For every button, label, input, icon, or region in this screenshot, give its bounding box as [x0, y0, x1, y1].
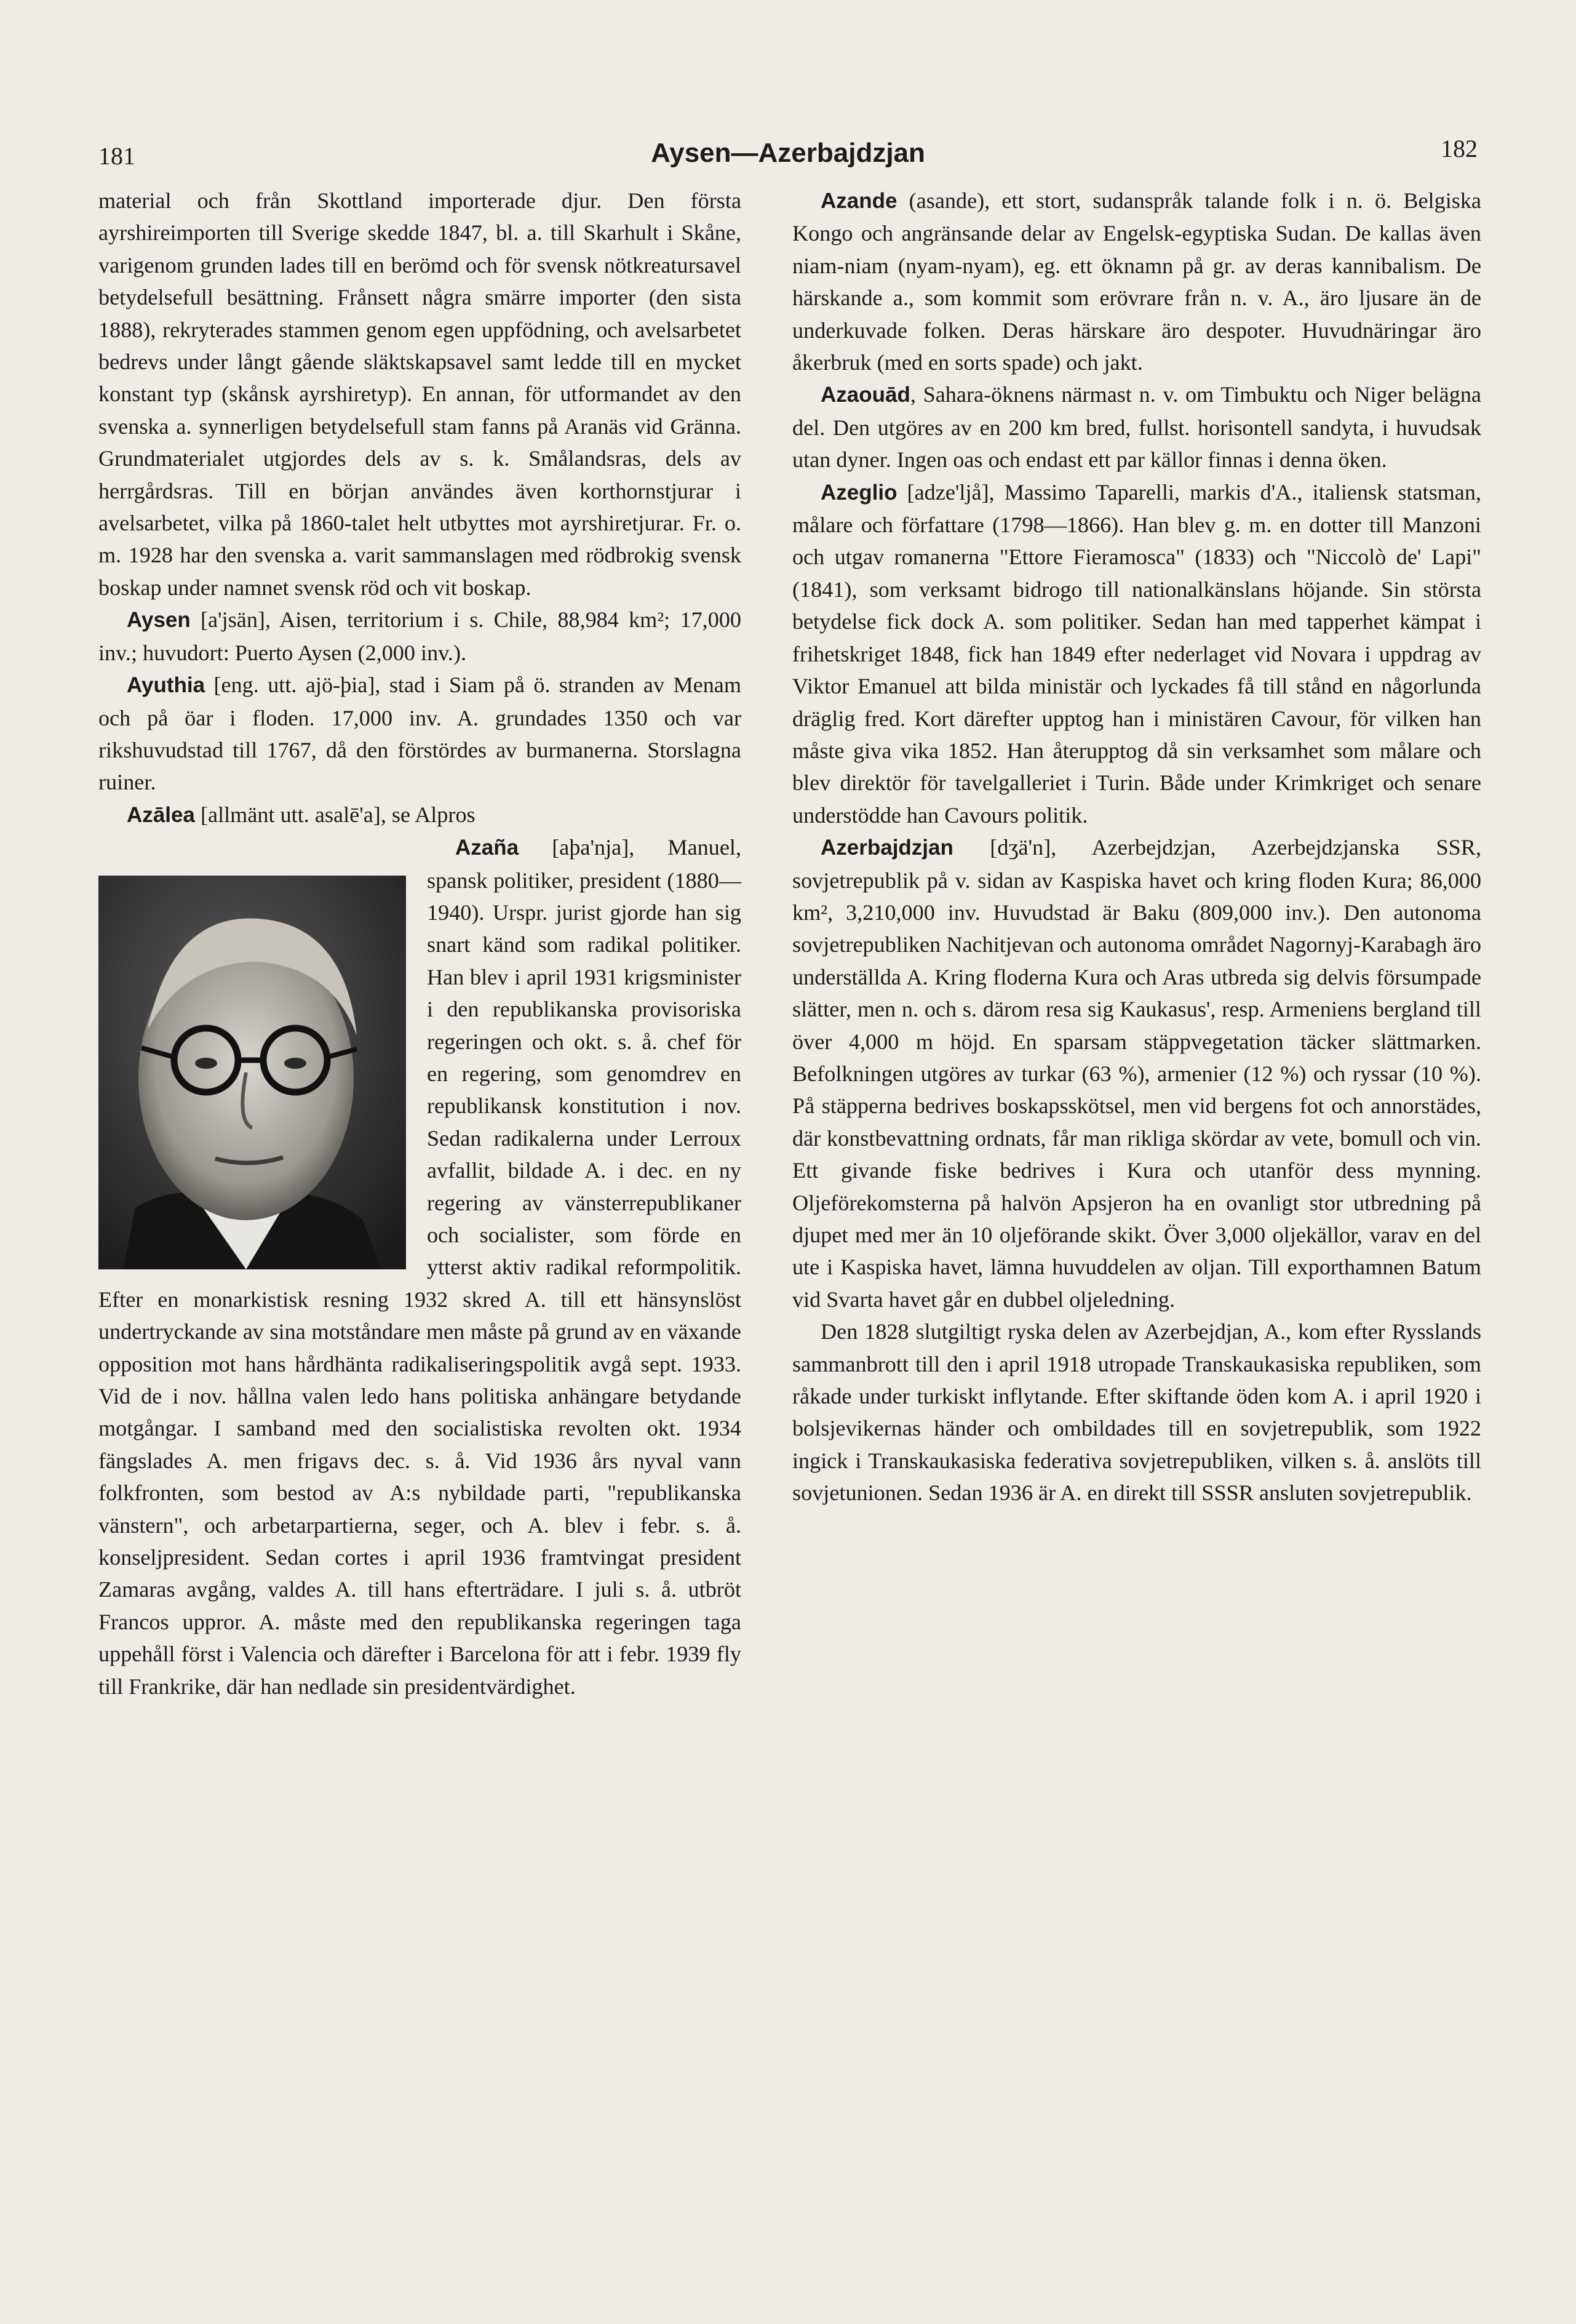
- page-header: [98, 129, 1478, 178]
- entry-azeglio: [792, 476, 1481, 831]
- entry-term: Ayuthia: [127, 673, 205, 698]
- entry-ayrshire-continued: [98, 185, 741, 604]
- entry-term: Azande: [821, 189, 897, 213]
- portrait-image: [98, 876, 406, 1269]
- running-title: Aysen—Azerbajdzjan: [651, 138, 925, 168]
- page-number-left: 181: [98, 142, 135, 170]
- entry-text: [eng. utt. ajö-þia], stad i Siam på ö. stranden av Menam och på öar i floden. 17,000 inv. A. grundades 1350 och var rikshuvudstad till 1767, då den förstördes av burmanerna. Storslagna ruiner.: [98, 673, 741, 795]
- entry-text: [a'jsän], Aisen, territorium i s. Chile, 88,984 km²; 17,000 inv.; huvudort: Puerto Aysen (2,000 inv.).: [98, 607, 741, 665]
- entry-text: [allmänt utt. asalē'a], se Alpros: [194, 802, 476, 827]
- entry-azaouad: [792, 378, 1481, 476]
- entry-term: Azeglio: [821, 480, 897, 505]
- entry-azerbajdzjan: [792, 831, 1481, 1316]
- left-column: [98, 185, 741, 1703]
- entry-term: Azerbajdzjan: [821, 836, 953, 860]
- entry-text: , Sahara-öknens närmast n. v. om Timbuktu och Niger belägna del. Den utgöres av en 200 km bred, fullst. horisontell sandyta, i huvudsak utan dyner. Ingen oas och endast ett par källor finnas i denna öken.: [792, 382, 1481, 473]
- entry-azalea: [98, 799, 741, 831]
- entry-ayuthia: [98, 669, 741, 799]
- entry-text: Den 1828 slutgiltigt ryska delen av Azerbejdjan, A., kom efter Rysslands sammanbrott till den i april 1918 utropade Transkaukasiska republiken, som råkade under turkiskt inflytande. Efter skiftande öden kom A. i april 1920 i bolsjevikernas händer och ombildades till en sovjetrepublik, som 1922 ingick i Transkaukasiska federativa sovjetrepubliken, vilken s. å. anslöts till sovjetunionen. Sedan 1936 är A. en direkt till SSSR ansluten sovjetrepublik.: [792, 1319, 1481, 1506]
- right-column: [792, 185, 1481, 1509]
- portrait-photo: [98, 876, 406, 1269]
- page-number-right: 182: [1441, 135, 1478, 162]
- entry-term: Azaña: [455, 836, 519, 860]
- entry-azana: [98, 831, 741, 1703]
- entry-text: [adze'ljå], Massimo Taparelli, markis d'A., italiensk statsman, målare och författare (1798—1866). Han blev g. m. en dotter till Manzoni och utgav romanerna "Ettore Fieramosca" (1833) och "Niccolò de' Lapi" (1841), som verksamt bidrogo till nationalkänslans höjande. Sin största betydelse fick dock A. som politiker. Sedan han med tapperhet kämpat i frihetskriget 1848, fick han 1849 efter nederlaget vid Novara i uppdrag av Viktor Emanuel att bilda ministär och lyckades få till stånd en någorlunda dräglig fred. Kort därefter upptog han i ministären Cavour, för vilken han måste giva vika 1852. Han återupptog då sin verksamhet som målare och blev direktör för tavelgalleriet i Turin. Både under Krimkriget och senare understödde han Cavours politik.: [792, 479, 1481, 828]
- entry-term: Aysen: [127, 608, 191, 633]
- entry-azerbajdzjan-history: [792, 1316, 1481, 1509]
- entry-term: Azālea: [127, 802, 195, 827]
- entry-text: material och från Skottland importerade djur. Den första ayrshireimporten till Sverige skedde 1847, bl. a. till Skarhult i Skåne, varigenom grunden lades till en berömd och för svensk nötkreatursavel betydelsefull besättning. Frånsett några smärre importer (den sista 1888), rekryterades stammen genom egen uppfödning, och avelsarbetet bedrevs under långt gående släktskapsavel samt ledde till en mycket konstant typ (skånsk ayrshiretyp). En annan, för utformandet av den svenska a. synnerligen betydelsefull stam fanns på Aranäs vid Gränna. Grundmaterialet utgjordes dels av s. k. Smålandsras, dels av herrgårdsras. Till en början användes även korthornstjurar i avelsarbetet, vilka på 1860-talet helt utbyttes mot ayrshiretjurar. Fr. o. m. 1928 har den svenska a. varit sammanslagen med rödbrokig svensk boskap under namnet svensk röd och vit boskap.: [98, 188, 741, 600]
- entry-text: [aþa'nja], Manuel, spansk politiker, president (1880—1940). Urspr. jurist gjorde han sig snart känd som radikal politiker. Han blev i april 1931 krigsminister i den republikanska provisoriska regeringen och okt. s. å. chef för en regering, som genomdrev en republikansk konstitution i nov. Sedan radikalerna under Lerroux avfallit, bildade A. i dec. en ny regering av vänsterrepublikaner och socialister, som förde en ytterst aktiv radikal reformpolitik. Efter en monarkistisk resning 1932 skred A. till ett hänsynslöst undertryckande av sina motståndare men måste på grund av en växande opposition mot hans hårdhänta radikaliseringspolitik avgå sept. 1933. Vid de i nov. hållna valen ledo hans politiska anhängare betydande motgångar. I samband med den socialistiska revolten okt. 1934 fängslades A. men frigavs dec. s. å. Vid 1936 års nyval vann folkfronten, som bestod av A:s nybildade parti, "republikanska vänstern", och arbetarpartierna, seger, och A. blev i febr. s. å. konseljpresident. Sedan cortes i april 1936 framtvingat president Zamaras avgång, valdes A. till hans efterträdare. I juli s. å. utbröt Francos uppror. A. måste med den republikanska regeringen taga uppehåll först i Valencia och därefter i Barcelona för att i febr. 1939 fly till Frankrike, där han nedlade sin presidentvärdighet.: [98, 835, 741, 1699]
- entry-azande: [792, 185, 1481, 378]
- entry-term: Azaouād: [821, 383, 910, 407]
- entry-aysen: [98, 604, 741, 669]
- entry-text: (asande), ett stort, sudanspråk talande folk i n. ö. Belgiska Kongo och angränsande delar av Engelsk-egyptiska Sudan. De kallas även niam-niam (nyam-nyam), eg. ett öknamn på gr. av deras kannibalism. De härskande a., som kommit som erövrare från n. v. A., äro ljusare än de underkuvade folken. Deras härskare äro despoter. Huvudnäringar äro åkerbruk (med en sorts spade) och jakt.: [792, 188, 1481, 375]
- entry-text: [dʒä'n], Azerbejdzjan, Azerbejdzjanska SSR, sovjetrepublik på v. sidan av Kaspiska havet och kring floden Kura; 86,000 km², 3,210,000 inv. Huvudstad är Baku (809,000 inv.). Den autonoma sovjetrepubliken Nachitjevan och autonoma området Nagornyj-Karabagh äro underställda A. Kring floderna Kura och Aras utbreda sig delvis försumpade slätter, men n. och s. därom resa sig Kaukasus', resp. Armeniens bergland till över 4,000 m höjd. En sparsam stäppvegetation täcker slättmarken. Befolkningen utgöres av turkar (63 %), armenier (12 %) och ryssar (10 %). På stäpperna bedrives boskapsskötsel, men vid bergens fot och annorstädes, där konstbevattning ordnats, får man rikliga skördar av vete, bomull och vin. Ett givande fiske bedrives i Kura och utanför dess mynning. Oljeförekomsterna på halvön Apsjeron ha en ovanligt stor utbredning på djupet med mer än 10 oljeförande skikt. Över 3,000 oljekällor, varav en del ute i Kaspiska havet, lämna huvuddelen av oljan. Till exporthamnen Batum vid Svarta havet går en dubbel oljeledning.: [792, 835, 1481, 1312]
